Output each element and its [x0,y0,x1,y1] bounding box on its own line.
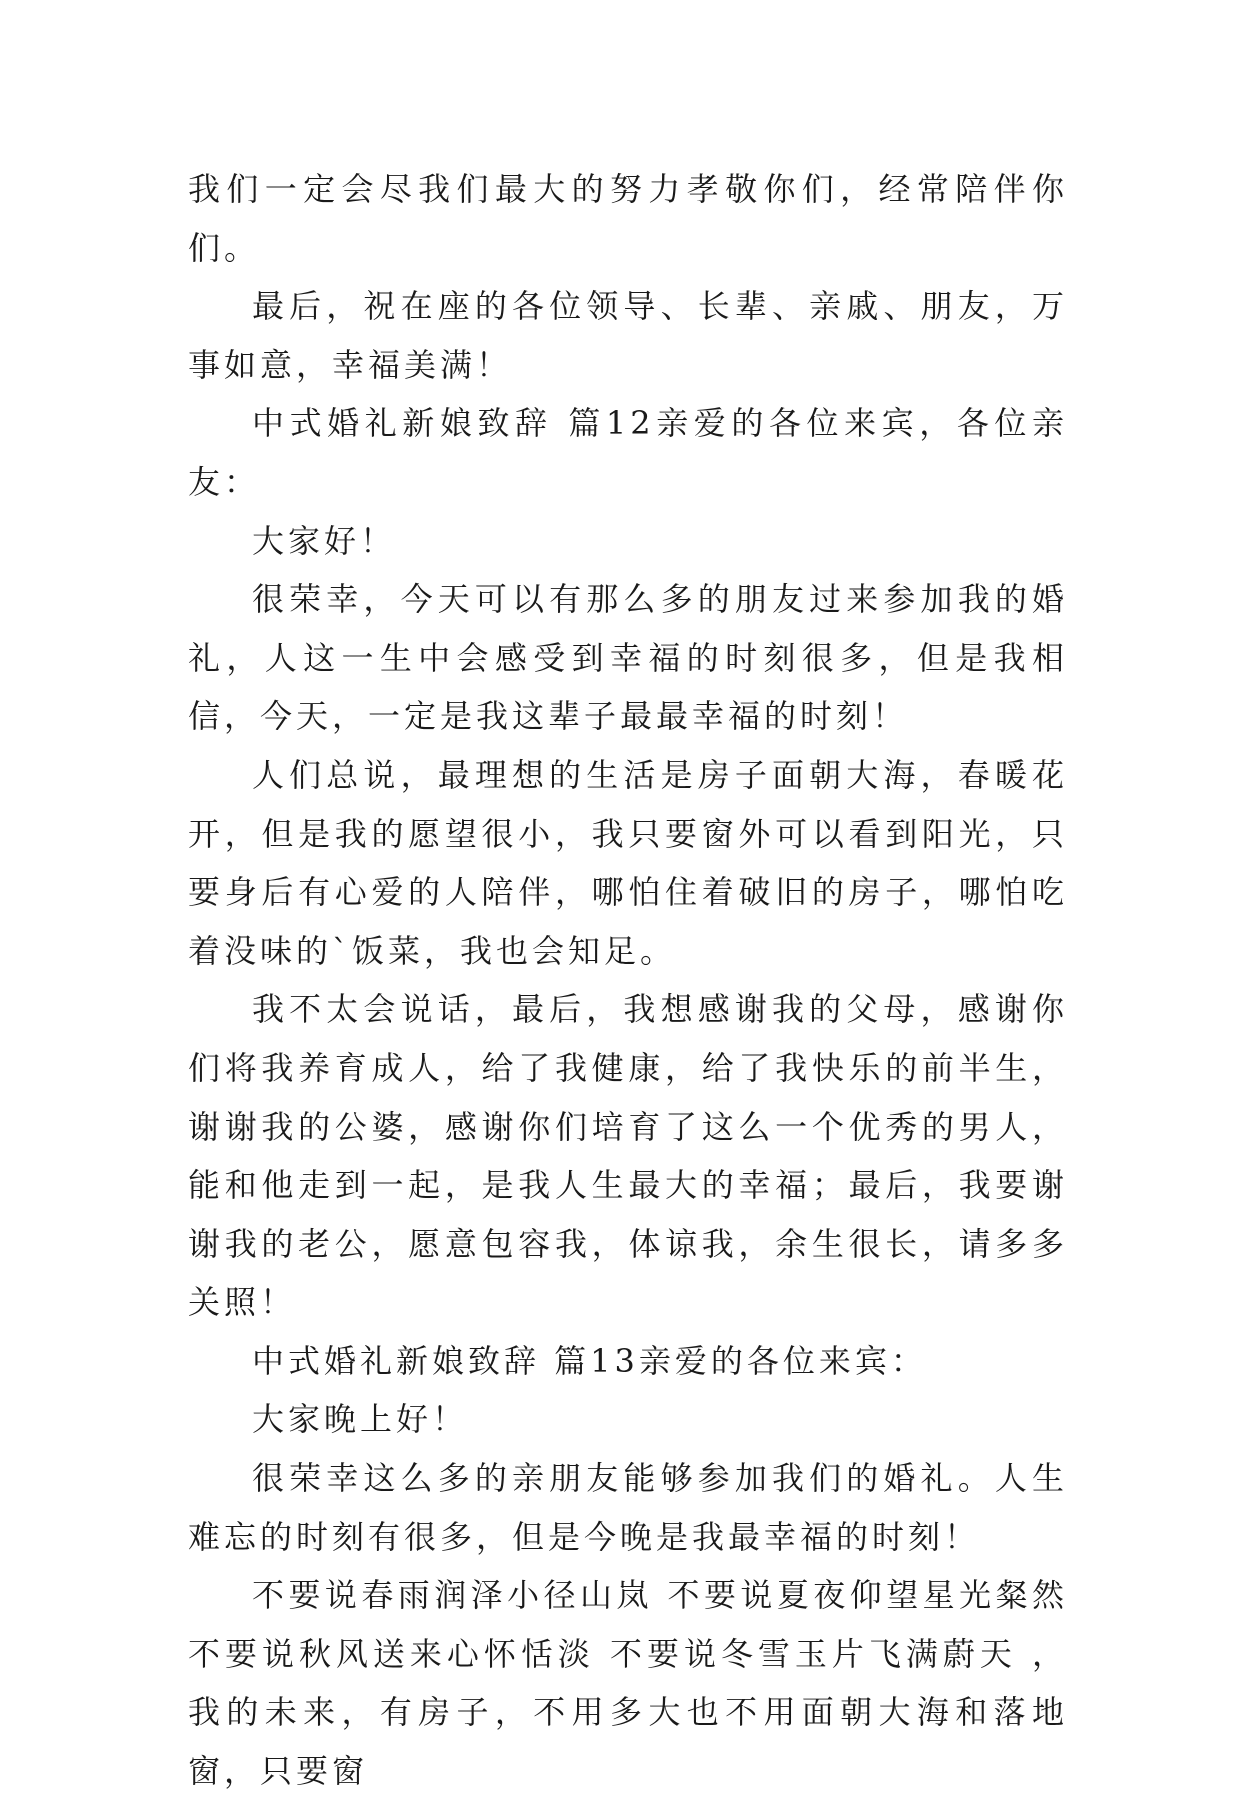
document-body [188,160,1083,1801]
section-heading: 中式婚礼新娘致辞 篇13亲爱的各位来宾： [252,1341,927,1380]
greeting: 大家晚上好！ [252,1400,469,1439]
paragraph: 人们总说，最理想的生活是房子面朝大海，春暖花开，但是我的愿望很小，我只要窗外可以看到阳光，只要身后有心爱的人陪伴，哪怕住着破旧的房子，哪怕吃着没味的`饭菜，我也会知足。 [188,755,1068,970]
paragraph: 不要说春雨润泽小径山岚 不要说夏夜仰望星光粲然 不要说秋风送来心怀恬淡 不要说冬雪玉片飞满蔚天 ，我的未来，有房子，不用多大也不用面朝大海和落地窗，只要窗 [188,1576,1083,1791]
section-heading: 中式婚礼新娘致辞 篇12亲爱的各位来宾，各位亲友： [188,404,1068,501]
paragraph: 我们一定会尽我们最大的努力孝敬你们，经常陪伴你们。 [188,170,1068,267]
paragraph: 最后，祝在座的各位领导、长辈、亲戚、朋友，万事如意，幸福美满！ [188,287,1068,384]
paragraph: 很荣幸这么多的亲朋友能够参加我们的婚礼。人生难忘的时刻有很多，但是今晚是我最幸福的时刻！ [188,1459,1068,1556]
greeting: 大家好！ [252,521,397,560]
paragraph: 我不太会说话，最后，我想感谢我的父母，感谢你们将我养育成人，给了我健康，给了我快乐的前半生，谢谢我的公婆，感谢你们培育了这么一个优秀的男人，能和他走到一起，是我人生最大的幸福；最后，我要谢谢我的老公，愿意包容我，体谅我，余生很长，请多多关照！ [188,990,1068,1322]
paragraph: 很荣幸，今天可以有那么多的朋友过来参加我的婚礼，人这一生中会感受到幸福的时刻很多，但是我相信，今天，一定是我这辈子最最幸福的时刻！ [188,580,1068,736]
